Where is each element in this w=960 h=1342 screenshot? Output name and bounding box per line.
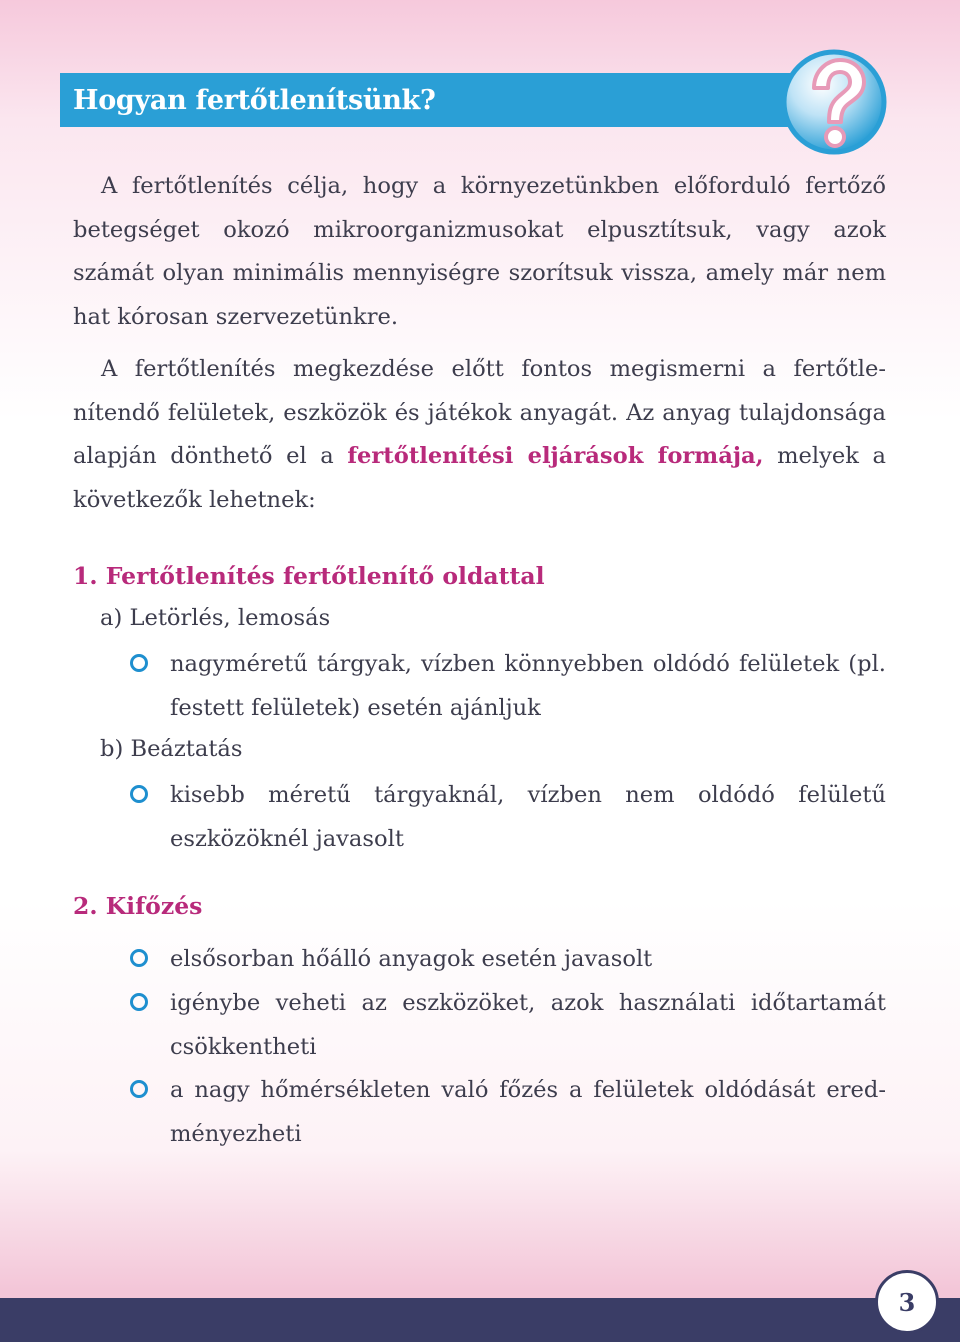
- footer-bar: [0, 1298, 960, 1342]
- page-number: 3: [898, 1287, 916, 1317]
- header-bar: [60, 73, 820, 127]
- bullet-text: a nagy hőmérsékleten való főzés a felületek oldódását eredményezheti: [170, 1077, 886, 1147]
- intro-text-1: A fertőtlenítés célja, hogy a környezetünkben előforduló fertőző betegséget okozó mikroorganizmusokat elpusztítsuk, vagy azok számát olyan minimális mennyiségre szorítsuk vissza, amely már nem hat kórosan szervezetünkre.: [73, 173, 886, 331]
- bullet-ring-icon: [130, 785, 148, 803]
- intro-text-2-end: melyek a következők lehetnek:: [73, 443, 886, 514]
- bullet-ring-icon: [130, 949, 148, 967]
- page-title: Hogyan fertőtlenítsünk?: [73, 84, 436, 116]
- bullet-text: kisebb méretű tárgyaknál, vízben nem oldódó felületű eszközöknél javasolt: [170, 782, 886, 852]
- bullet-text: elsősorban hőálló anyagok esetén javasolt: [170, 946, 653, 972]
- bullet-ring-icon: [130, 993, 148, 1011]
- bullet-ring-icon: [130, 1080, 148, 1098]
- question-mark-icon: [780, 48, 888, 156]
- intro-text-2: A fertőtlenítés megkezdése előtt fontos megismerni a fertőtlenítendő felületek, eszközök és játékok anyagát. Az anyag tulajdonsága alapján dönthető el a: [73, 356, 886, 470]
- highlighted-phrase: fertőtlenítési eljárások formája,: [347, 443, 764, 470]
- page-number-badge: [875, 1270, 939, 1334]
- list-item: [130, 643, 886, 730]
- section-heading-1: 1. Fertőtlenítés fertőtlenítő oldattal: [73, 562, 545, 590]
- bullet-ring-icon: [130, 654, 148, 672]
- subsection-heading-b: b) Beáztatás: [100, 736, 243, 762]
- bullet-text: nagyméretű tárgyak, vízben könnyebben oldódó felületek (pl. festett felületek) esetén ajánljuk: [170, 651, 886, 721]
- list-item: [130, 982, 886, 1069]
- section-heading-2: 2. Kifőzés: [73, 892, 203, 920]
- bullet-text: igénybe veheti az eszközöket, azok használati időtartamát csökkentheti: [170, 990, 886, 1060]
- list-item: [130, 1069, 886, 1156]
- intro-paragraph-1: [73, 165, 886, 340]
- list-item: [130, 774, 886, 861]
- list-item: [130, 938, 886, 982]
- intro-paragraph-2: [73, 348, 886, 523]
- subsection-heading-a: a) Letörlés, lemosás: [100, 605, 331, 631]
